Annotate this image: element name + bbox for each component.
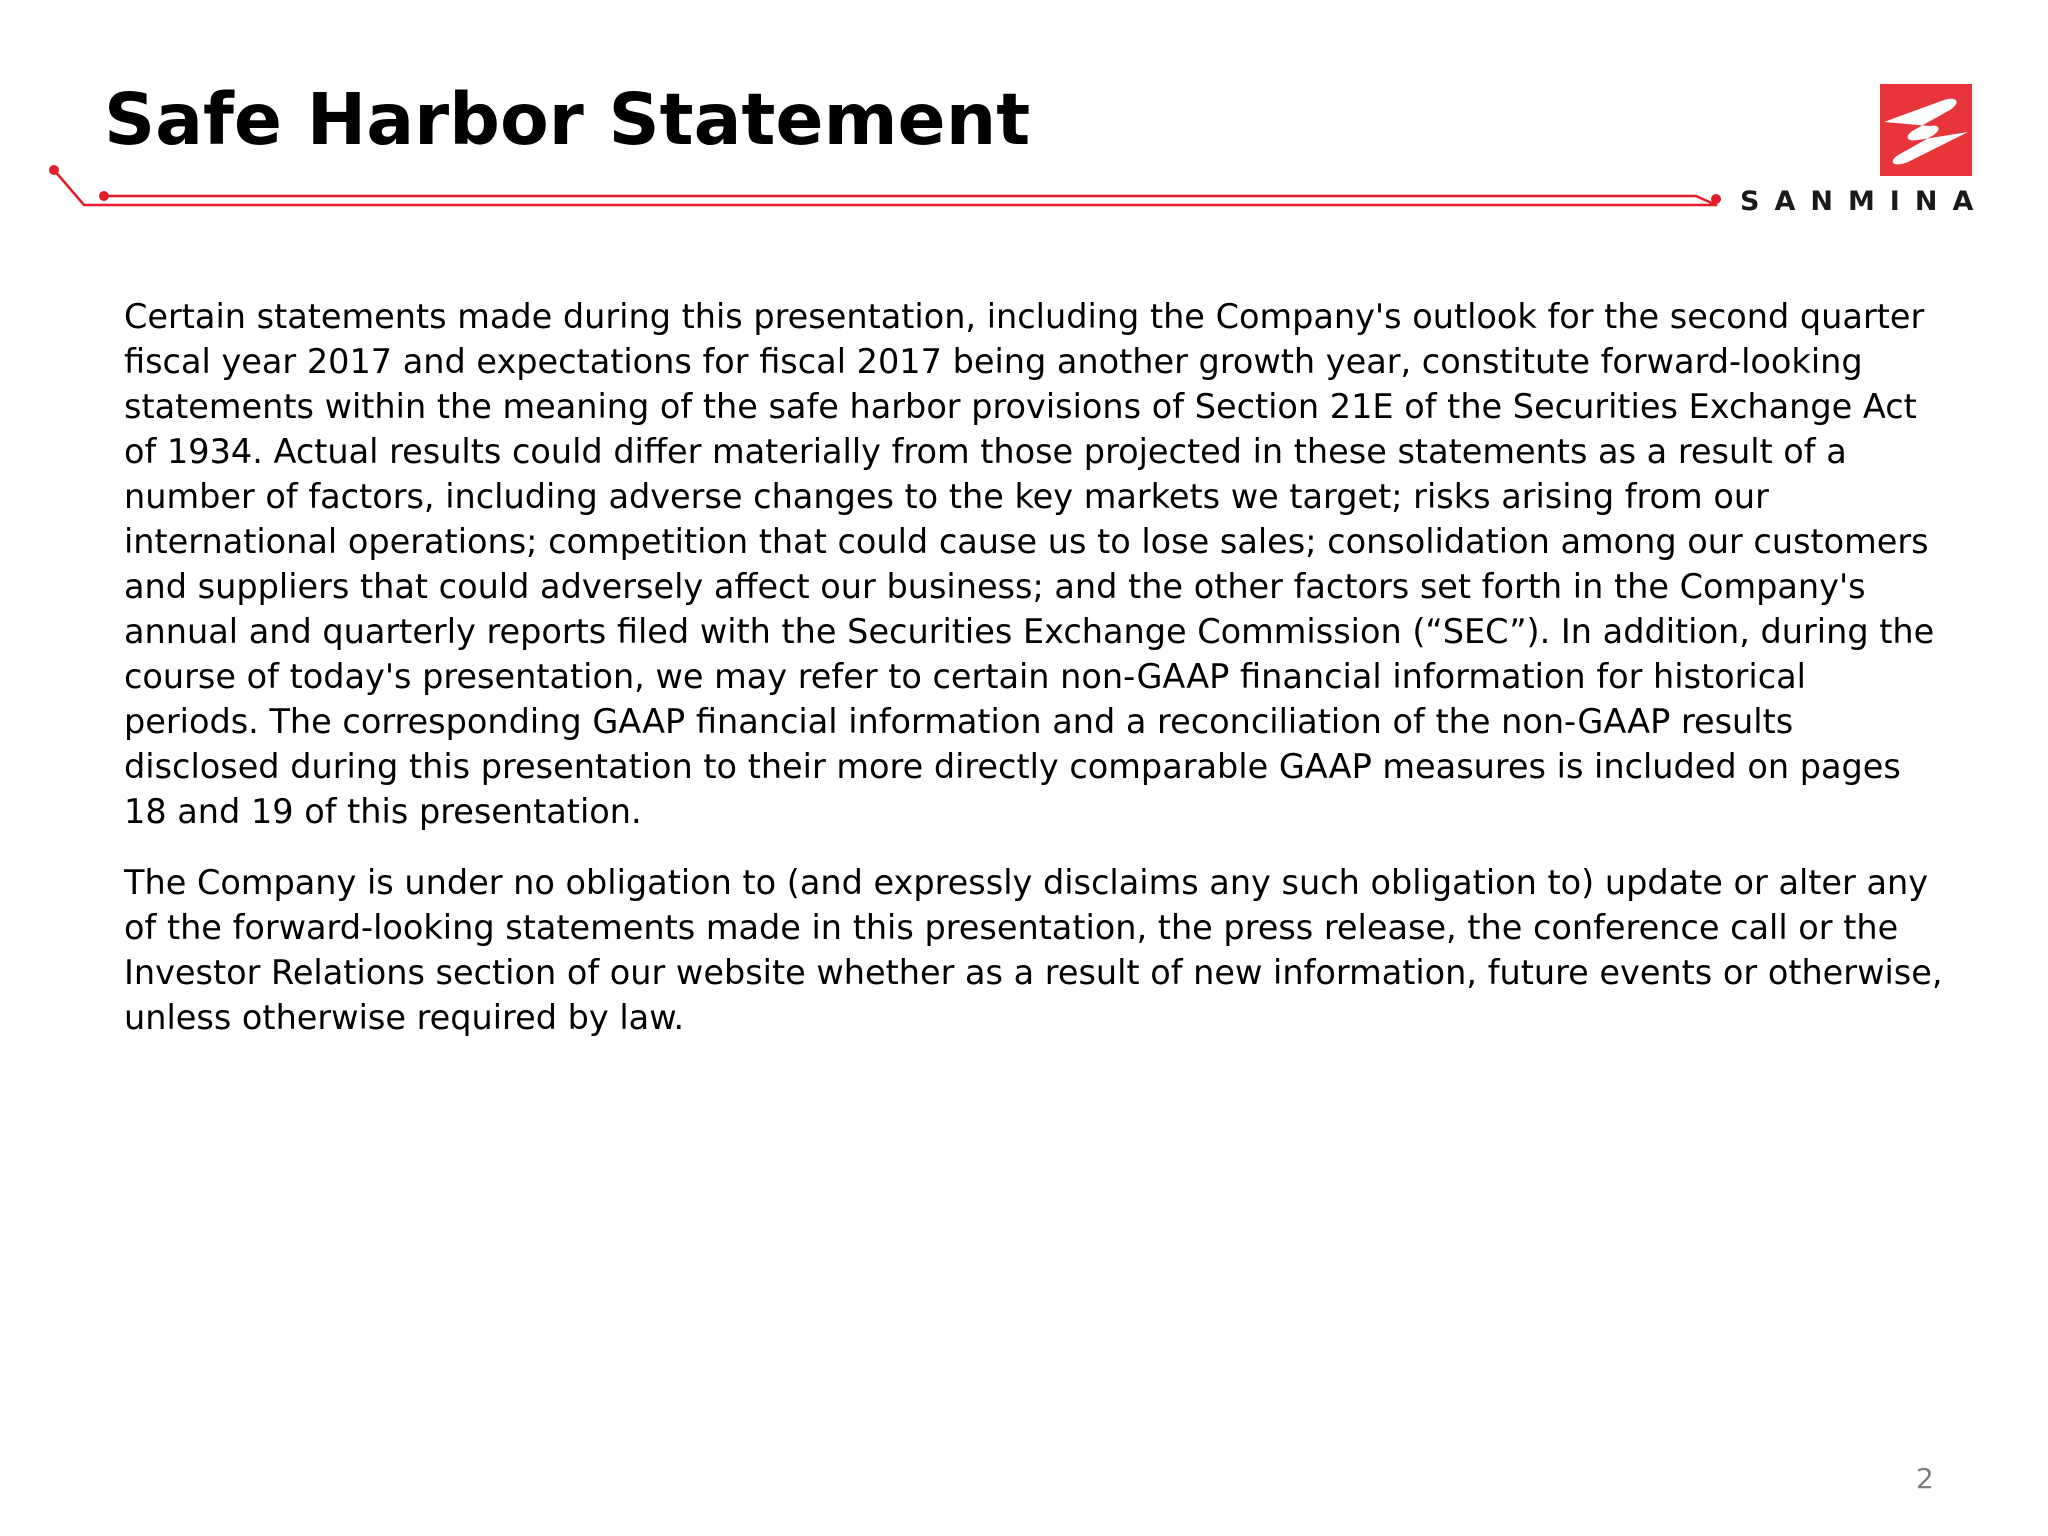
page-number: 2 <box>1916 1462 1934 1495</box>
slide-title: Safe Harbor Statement <box>104 78 1031 161</box>
sanmina-s-logo-icon <box>1880 84 1972 176</box>
safe-harbor-paragraph-1: Certain statements made during this presentation, including the Company's outlook for the second quarter fiscal year 2017 and expectations for fiscal 2017 being another growth year, constitute forward-looking statements within the meaning of the safe harbor provisions of Section 21E of the Securities Exchange Act of 1934. Actual results could differ materially from those projected in these statements as a result of a number of factors, including adverse changes to the key markets we target; risks arising from our international operations; competition that could cause us to lose sales; consolidation among our customers and suppliers that could adversely affect our business; and the other factors set forth in the Company's annual and quarterly reports filed with the Securities Exchange Commission (“SEC”). In addition, during the course of today's presentation, we may refer to certain non-GAAP financial information for historical periods. The corresponding GAAP financial information and a reconciliation of the non-GAAP results disclosed during this presentation to their more directly comparable GAAP measures is included on pages 18 and 19 of this presentation. <box>124 297 1935 831</box>
safe-harbor-body <box>124 294 1944 1066</box>
safe-harbor-paragraph-2: The Company is under no obligation to (and expressly disclaims any such obligation to) update or alter any of the forward-looking statements made in this presentation, the press release, the conference call or the Investor Relations section of our website whether as a result of new information, future events or otherwise, unless otherwise required by law. <box>124 863 1943 1037</box>
sanmina-wordmark: SANMINA <box>1740 186 1989 217</box>
header-circuit-line <box>0 0 2048 260</box>
